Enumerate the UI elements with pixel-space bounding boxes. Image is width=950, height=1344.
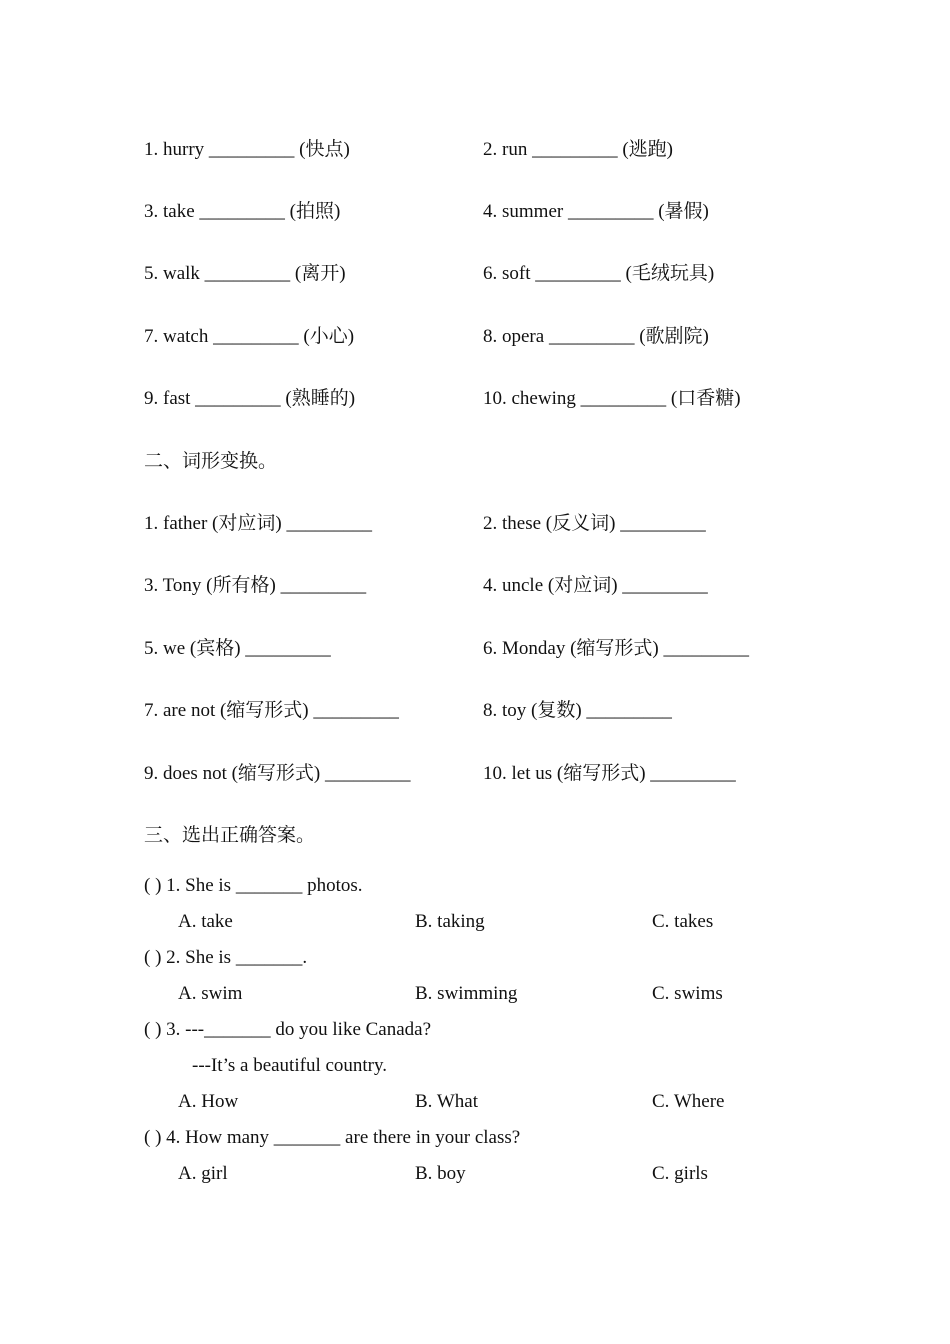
- mcq-options-2: [178, 981, 818, 1007]
- s2-row-4: [144, 697, 844, 725]
- s1-item-4: 4. summer _________ (暑假): [483, 201, 709, 222]
- mcq-4-option-a: A. girl: [178, 1163, 228, 1184]
- s2-item-8: 8. toy (复数) _________: [483, 700, 672, 721]
- mcq-question-3-reply: ---It’s a beautiful country.: [192, 1055, 388, 1076]
- s1-row-2: [144, 198, 844, 226]
- s2-row-1: [144, 510, 844, 538]
- s1-item-5: 5. walk _________ (离开): [144, 263, 346, 284]
- s2-item-5: 5. we (宾格) _________: [144, 638, 331, 659]
- mcq-2-option-a: A. swim: [178, 983, 243, 1004]
- s2-item-10: 10. let us (缩写形式) _________: [483, 763, 736, 784]
- s1-item-8: 8. opera _________ (歌剧院): [483, 326, 709, 347]
- s2-item-3: 3. Tony (所有格) _________: [144, 575, 367, 596]
- mcq-question-1: ( ) 1. She is _______ photos.: [144, 875, 363, 896]
- mcq-question-4: ( ) 4. How many _______ are there in your class?: [144, 1127, 521, 1148]
- mcq-4-option-b: B. boy: [415, 1163, 466, 1184]
- s2-item-4: 4. uncle (对应词) _________: [483, 575, 708, 596]
- s2-row-2: [144, 572, 844, 600]
- s1-item-1: 1. hurry _________ (快点): [144, 139, 350, 160]
- mcq-3-option-a: A. How: [178, 1091, 239, 1112]
- s1-row-4: [144, 323, 844, 351]
- s1-row-3: [144, 260, 844, 288]
- mcq-question-2: ( ) 2. She is _______.: [144, 947, 308, 968]
- mcq-1-option-a: A. take: [178, 911, 233, 932]
- mcq-question-3: ( ) 3. ---_______ do you like Canada?: [144, 1019, 432, 1040]
- s1-item-2: 2. run _________ (逃跑): [483, 139, 673, 160]
- mcq-3-option-c: C. Where: [652, 1091, 725, 1112]
- mcq-options-3: [178, 1089, 818, 1115]
- s2-item-6: 6. Monday (缩写形式) _________: [483, 638, 749, 659]
- mcq-options-4: [178, 1161, 818, 1187]
- mcq-2-option-c: C. swims: [652, 983, 723, 1004]
- mcq-4-option-c: C. girls: [652, 1163, 708, 1184]
- s1-item-6: 6. soft _________ (毛绒玩具): [483, 263, 715, 284]
- mcq-1-option-c: C. takes: [652, 911, 714, 932]
- s1-item-9: 9. fast _________ (熟睡的): [144, 388, 356, 409]
- s2-item-1: 1. father (对应词) _________: [144, 513, 372, 534]
- s1-item-7: 7. watch _________ (小心): [144, 326, 355, 347]
- s2-item-2: 2. these (反义词) _________: [483, 513, 706, 534]
- s1-row-1: [144, 136, 844, 164]
- mcq-2-option-b: B. swimming: [415, 983, 518, 1004]
- s2-item-7: 7. are not (缩写形式) _________: [144, 700, 399, 721]
- s2-row-3: [144, 635, 844, 663]
- s2-row-5: [144, 760, 844, 788]
- mcq-3-option-b: B. What: [415, 1091, 478, 1112]
- s2-item-9: 9. does not (缩写形式) _________: [144, 763, 411, 784]
- mcq-options-1: [178, 909, 818, 935]
- s1-item-10: 10. chewing _________ (口香糖): [483, 388, 741, 409]
- section-2-title: 二、词形变换。: [144, 451, 278, 472]
- section-3-title: 三、选出正确答案。: [144, 825, 316, 846]
- mcq-1-option-b: B. taking: [415, 911, 485, 932]
- s1-row-5: [144, 385, 844, 413]
- s1-item-3: 3. take _________ (拍照): [144, 201, 341, 222]
